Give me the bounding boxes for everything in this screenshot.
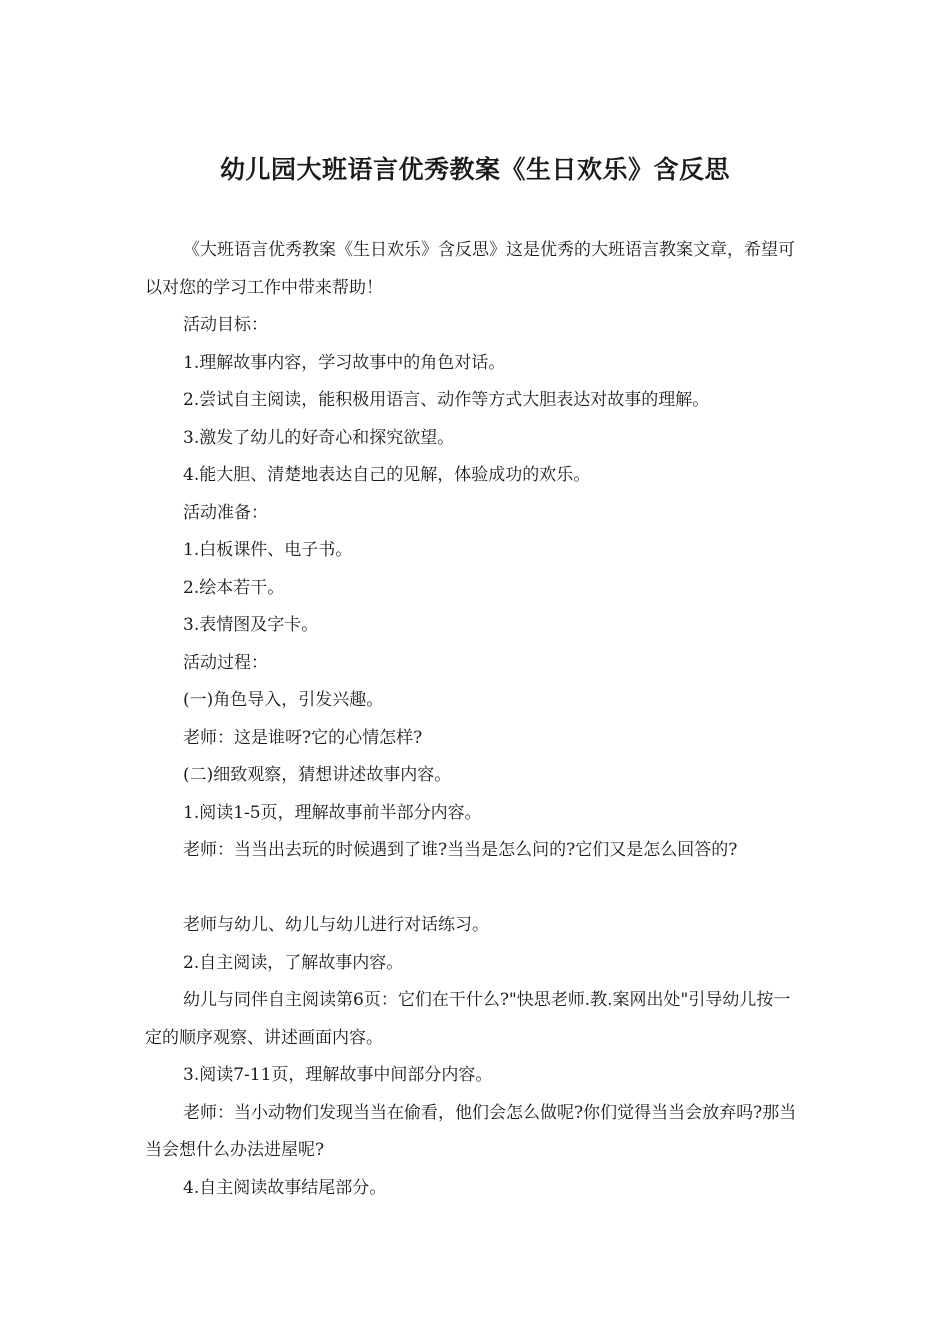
paragraph: 老师：当小动物们发现当当在偷看，他们会怎么做呢?你们觉得当当会放弃吗?那当当会想什么办法进屋呢?: [145, 1102, 797, 1160]
paragraph: 3.表情图及字卡。: [183, 615, 319, 635]
paragraph: (一)角色导入，引发兴趣。: [183, 690, 384, 710]
paragraph: 《大班语言优秀教案《生日欢乐》含反思》这是优秀的大班语言教案文章，希望可以对您的学习工作中带来帮助！: [145, 240, 795, 298]
paragraph: 2.绘本若干。: [183, 577, 285, 598]
document-body: [145, 232, 807, 1207]
paragraph: 活动过程：: [183, 652, 268, 673]
paragraph: 老师：当当出去玩的时候遇到了谁?当当是怎么问的?它们又是怎么回答的?: [183, 840, 738, 860]
paragraph: 4.自主阅读故事结尾部分。: [183, 1177, 387, 1198]
paragraph: (二)细致观察，猜想讲述故事内容。: [183, 765, 452, 785]
paragraph: 3.阅读7-11页，理解故事中间部分内容。: [183, 1065, 493, 1085]
paragraph: 3.激发了幼儿的好奇心和探究欲望。: [183, 427, 455, 448]
paragraph: 活动准备：: [183, 502, 268, 523]
paragraph: 老师：这是谁呀?它的心情怎样?: [183, 727, 423, 748]
paragraph: 4.能大胆、清楚地表达自己的见解，体验成功的欢乐。: [183, 465, 591, 485]
paragraph: 1.阅读1-5页，理解故事前半部分内容。: [183, 802, 482, 823]
blank-line: [145, 870, 807, 908]
paragraph: 幼儿与同伴自主阅读第6页：它们在干什么?"快思老师.教.案网出处"引导幼儿按一定的顺序观察、讲述画面内容。: [145, 990, 791, 1048]
paragraph: 2.自主阅读，了解故事内容。: [183, 952, 404, 973]
paragraph: 1.白板课件、电子书。: [183, 540, 353, 560]
paragraph: 老师与幼儿、幼儿与幼儿进行对话练习。: [183, 915, 489, 935]
paragraph: 2.尝试自主阅读，能积极用语言、动作等方式大胆表达对故事的理解。: [183, 390, 710, 410]
paragraph: 1.理解故事内容，学习故事中的角色对话。: [183, 352, 506, 373]
paragraph: 活动目标：: [183, 315, 268, 335]
document-title: 幼儿园大班语言优秀教案《生日欢乐》含反思: [219, 155, 730, 184]
